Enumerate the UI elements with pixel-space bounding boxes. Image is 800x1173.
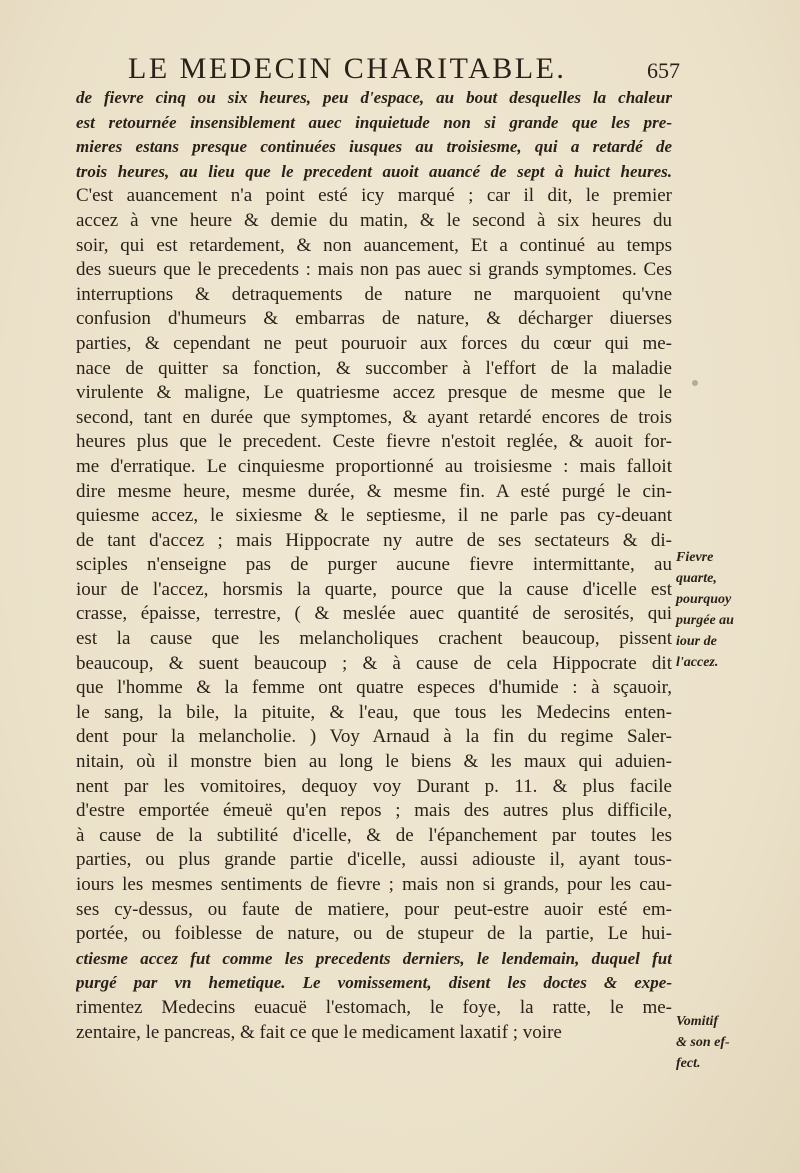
margin-note-line: purgée au xyxy=(676,613,734,628)
text-line: des sueurs que le precedents : mais non pas auec si grands symptomes. Ces xyxy=(76,259,672,281)
text-line: crasse, épaisse, terrestre, ( & meslée auec quantité de serosités, qui xyxy=(76,603,672,625)
text-line: zentaire, le pancreas, & fait ce que le medicament laxatif ; voire xyxy=(76,1021,562,1043)
body-text xyxy=(76,86,672,1045)
text-line: parties, & cependant ne peut pouruoir aux forces du cœur qui me- xyxy=(76,332,672,354)
text-line: sciples n'enseigne pas de purger aucune fievre intermittante, au xyxy=(76,554,672,576)
text-line: d'estre emportée émeuë qu'en repos ; mais des autres plus difficile, xyxy=(76,800,672,822)
text-line: nitain, où il monstre bien au long le biens & les maux qui aduien- xyxy=(76,751,672,773)
text-line: parties, ou plus grande partie d'icelle, aussi adiouste il, ayant tous- xyxy=(76,849,672,871)
text-line: C'est auancement n'a point esté icy marqué ; car il dit, le premier xyxy=(76,185,672,207)
text-line: dent pour la melancholie. ) Voy Arnaud à la fin du regime Saler- xyxy=(76,726,672,748)
text-line: purgé par vn hemetique. Le vomissement, disent les doctes & expe- xyxy=(76,973,672,993)
text-line: virulente & maligne, Le quatriesme accez presque de mesme que le xyxy=(76,382,672,404)
text-line: de tant d'accez ; mais Hippocrate ny autre de ses sectateurs & di- xyxy=(76,529,672,551)
text-line: quiesme accez, le sixiesme & le septiesme, il ne parle pas cy-deuant xyxy=(76,505,672,527)
margin-note-line: & son ef- xyxy=(676,1035,730,1050)
text-line: me d'erratique. Le cinquiesme proportionné au troisiesme : mais falloit xyxy=(76,455,672,477)
margin-note-line: l'accez. xyxy=(676,655,719,670)
text-line: est la cause que les melancholiques crachent beaucoup, pissent xyxy=(76,628,672,650)
text-line: de fievre cinq ou six heures, peu d'espace, au bout desquelles la chaleur xyxy=(76,88,672,107)
text-line: trois heures, au lieu que le precedent auoit auancé de sept à huict heures. xyxy=(76,161,672,181)
text-line: ses cy-dessus, ou faute de matiere, pour peut-estre auoir esté em- xyxy=(76,898,672,920)
text-line: nent par les vomitoires, dequoy voy Durant p. 11. & plus facile xyxy=(76,775,672,797)
margin-note-line: fect. xyxy=(676,1056,701,1071)
text-line: soir, qui est retardement, & non auancement, Et a continué au temps xyxy=(76,234,672,256)
text-line: le sang, la bile, la pituite, & l'eau, que tous les Medecins enten- xyxy=(76,701,672,723)
margin-note-fievre-quarte xyxy=(676,548,786,674)
text-line: est retournée insensiblement auec inquietude non si grande que les pre- xyxy=(76,112,672,132)
text-line: heures plus que le precedent. Ceste fievre n'estoit reglée, & auoit for- xyxy=(76,431,672,453)
text-line: iours les mesmes sentiments de fievre ; mais non si grands, pour les cau- xyxy=(76,874,672,895)
text-line: iour de l'accez, horsmis la quarte, pource que la cause d'icelle est xyxy=(76,578,672,600)
paper-speck xyxy=(692,380,698,386)
text-line: portée, ou foiblesse de nature, ou de stupeur de la partie, Le hui- xyxy=(76,923,672,945)
text-line: nace de quitter sa fonction, & succomber à l'effort de la maladie xyxy=(76,357,672,379)
text-line: rimentez Medecins euacuë l'estomach, le foye, la ratte, le me- xyxy=(76,996,672,1018)
text-line: interruptions & detraquements de nature ne marquoient qu'vne xyxy=(76,283,672,305)
page-number: 657 xyxy=(647,58,680,83)
text-line: que l'homme & la femme ont quatre especes d'humide : à sçauoir, xyxy=(76,677,672,699)
text-line: dire mesme heure, mesme durée, & mesme fin. A esté purgé le cin- xyxy=(76,480,672,502)
text-line: ctiesme accez fut comme les precedents derniers, le lendemain, duquel fut xyxy=(76,948,672,968)
text-line: second, tant en durée que symptomes, & ayant retardé encores de trois xyxy=(76,406,672,428)
text-line: confusion d'humeurs & embarras de nature, & décharger diuerses xyxy=(76,308,672,330)
margin-note-line: quarte, xyxy=(676,571,717,586)
text-line: beaucoup, & suent beaucoup ; & à cause de cela Hippocrate dit xyxy=(76,652,672,674)
text-line: mieres estans presque continuées iusques au troisiesme, qui a retardé de xyxy=(76,137,672,157)
text-line: à cause de la subtilité d'icelle, & de l'épanchement par toutes les xyxy=(76,824,672,846)
margin-note-vomitif xyxy=(676,1012,786,1075)
margin-note-line: Fievre xyxy=(676,550,714,565)
margin-note-line: pourquoy xyxy=(676,592,732,607)
running-title: LE MEDECIN CHARITABLE. xyxy=(128,52,567,85)
text-line: accez à vne heure & demie du matin, & le second à six heures du xyxy=(76,209,672,231)
margin-note-line: iour de xyxy=(676,634,717,649)
margin-note-line: Vomitif xyxy=(676,1014,719,1029)
